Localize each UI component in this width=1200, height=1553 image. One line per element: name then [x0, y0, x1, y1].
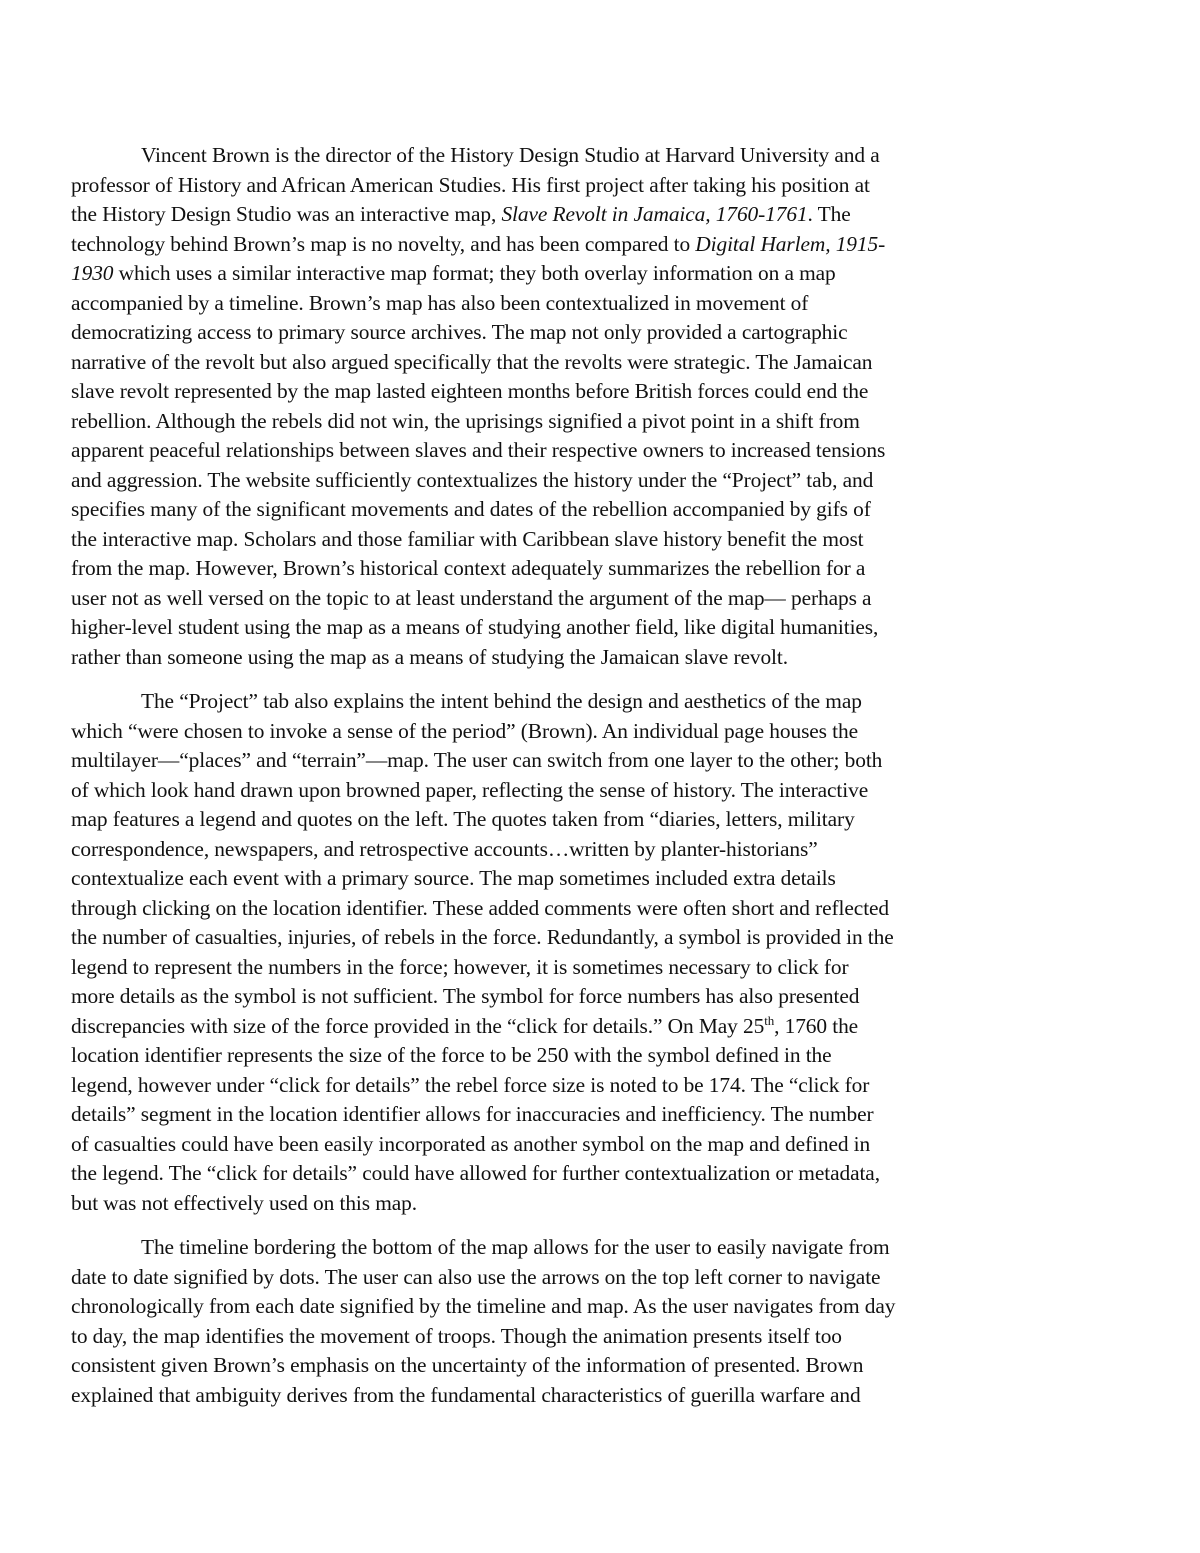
text-line: [71, 1381, 1065, 1411]
text-line: [71, 377, 1065, 407]
text-run: of casualties could have been easily incorporated as another symbol on the map and defined in: [71, 1131, 871, 1156]
text-line: [71, 318, 1065, 348]
italic-title: Digital Harlem, 1915-: [695, 231, 886, 256]
paragraph: [71, 141, 1065, 672]
text-line: [71, 717, 1065, 747]
text-run: The timeline bordering the bottom of the map allows for the user to easily navigate from: [141, 1235, 890, 1259]
text-line: [71, 289, 1065, 319]
text-line: [141, 687, 1065, 717]
text-run: . The: [807, 202, 851, 226]
text-line: [71, 1189, 1065, 1219]
text-line: [71, 613, 1065, 643]
text-line: [71, 1071, 1065, 1101]
text-run: details” segment in the location identifier allows for inaccuracies and inefficiency. The number: [71, 1102, 874, 1126]
text-line: [71, 953, 1065, 983]
text-run: Vincent Brown is the director of the History Design Studio at Harvard University and a: [141, 143, 880, 167]
text-line: [71, 554, 1065, 584]
text-line: [71, 1130, 1065, 1160]
text-run: which uses a similar interactive map format; they both overlay information on a map: [113, 261, 836, 285]
text-line: [71, 1322, 1065, 1352]
italic-title: 1930: [71, 261, 114, 285]
text-run: chronologically from each date signified by the timeline and map. As the user navigates from day: [71, 1294, 896, 1318]
text-line: [71, 776, 1065, 806]
text-run: but was not effectively used on this map.: [71, 1190, 418, 1215]
text-run: rebellion. Although the rebels did not win, the uprisings signified a pivot point in a shift from: [71, 408, 860, 433]
text-run: from the map. However, Brown’s historical context adequately summarizes the rebellion for a: [71, 556, 866, 580]
text-run: the interactive map. Scholars and those familiar with Caribbean slave history benefit the most: [71, 526, 864, 551]
text-run: democratizing access to primary source archives. The map not only provided a cartographic: [71, 320, 848, 344]
text-line: [141, 141, 1065, 171]
text-line: [71, 982, 1065, 1012]
text-line: [71, 894, 1065, 924]
text-run: the number of casualties, injuries, of rebels in the force. Redundantly, a symbol is provided in the: [71, 925, 894, 949]
text-line: [71, 1012, 1065, 1042]
text-run: of which look hand drawn upon browned paper, reflecting the sense of history. The interactive: [71, 777, 869, 802]
paragraph: [71, 687, 1065, 1218]
text-run: and aggression. The website sufficiently contextualizes the history under the “Project” tab, and: [71, 467, 874, 492]
text-run: correspondence, newspapers, and retrospective accounts…written by planter-historians”: [71, 836, 818, 861]
text-line: [71, 230, 1065, 260]
italic-title: Slave Revolt in Jamaica, 1760-1761: [501, 202, 808, 226]
text-line: [71, 407, 1065, 437]
text-run: to day, the map identifies the movement of troops. Though the animation presents itself too: [71, 1323, 842, 1348]
text-line: [71, 643, 1065, 673]
text-line: [71, 1041, 1065, 1071]
text-run: The “Project” tab also explains the intent behind the design and aesthetics of the map: [141, 689, 862, 713]
text-run: the legend. The “click for details” could have allowed for further contextualization or metadata,: [71, 1161, 880, 1185]
text-run: specifies many of the significant movements and dates of the rebellion accompanied by gifs of: [71, 497, 871, 521]
text-line: [141, 1233, 1065, 1263]
text-line: [71, 348, 1065, 378]
paragraph: [71, 1233, 1065, 1410]
text-run: higher-level student using the map as a means of studying another field, like digital humanities,: [71, 615, 879, 639]
text-run: the History Design Studio was an interactive map,: [71, 202, 502, 226]
text-line: [71, 1351, 1065, 1381]
text-run: accompanied by a timeline. Brown’s map has also been contextualized in movement of: [71, 290, 809, 315]
text-line: [71, 436, 1065, 466]
text-line: [71, 835, 1065, 865]
ordinal-superscript: th: [764, 1012, 775, 1028]
text-run: map features a legend and quotes on the left. The quotes taken from “diaries, letters, military: [71, 807, 855, 831]
text-run: date to date signified by dots. The user can also use the arrows on the top left corner to navigate: [71, 1264, 881, 1289]
text-line: [71, 923, 1065, 953]
text-run: , 1760 the: [774, 1013, 859, 1038]
text-line: [71, 864, 1065, 894]
text-line: [71, 1100, 1065, 1130]
text-line: [71, 805, 1065, 835]
text-run: explained that ambiguity derives from the fundamental characteristics of guerilla warfare and: [71, 1382, 861, 1407]
text-run: through clicking on the location identifier. These added comments were often short and reflected: [71, 895, 890, 920]
text-run: technology behind Brown’s map is no novelty, and has been compared to: [71, 231, 696, 256]
text-line: [71, 1292, 1065, 1322]
text-line: [71, 584, 1065, 614]
text-line: [71, 1159, 1065, 1189]
text-line: [71, 1263, 1065, 1293]
text-run: slave revolt represented by the map lasted eighteen months before British forces could end the: [71, 379, 869, 403]
text-run: legend to represent the numbers in the force; however, it is sometimes necessary to click for: [71, 954, 849, 979]
text-run: user not as well versed on the topic to at least understand the argument of the map— perhaps a: [71, 585, 872, 610]
text-line: [71, 495, 1065, 525]
text-line: [71, 466, 1065, 496]
text-line: [71, 171, 1065, 201]
text-run: narrative of the revolt but also argued specifically that the revolts were strategic. The Jamaican: [71, 349, 873, 374]
text-run: consistent given Brown’s emphasis on the uncertainty of the information of presented. Brown: [71, 1353, 864, 1377]
text-run: apparent peaceful relationships between slaves and their respective owners to increased tensions: [71, 438, 886, 462]
text-line: [71, 525, 1065, 555]
document-body: [71, 141, 1065, 1425]
text-run: professor of History and African American Studies. His first project after taking his position at: [71, 172, 870, 197]
text-line: [71, 200, 1065, 230]
text-run: multilayer—“places” and “terrain”—map. The user can switch from one layer to the other; both: [71, 748, 883, 772]
text-run: more details as the symbol is not sufficient. The symbol for force numbers has also presented: [71, 984, 860, 1008]
text-run: legend, however under “click for details” the rebel force size is noted to be 174. The “click for: [71, 1072, 870, 1097]
text-line: [71, 746, 1065, 776]
text-run: rather than someone using the map as a means of studying the Jamaican slave revolt.: [71, 644, 788, 669]
text-run: contextualize each event with a primary source. The map sometimes included extra details: [71, 866, 836, 890]
text-run: discrepancies with size of the force provided in the “click for details.” On May 25: [71, 1013, 765, 1038]
text-line: [71, 259, 1065, 289]
text-run: which “were chosen to invoke a sense of the period” (Brown). An individual page houses the: [71, 718, 858, 743]
text-run: location identifier represents the size of the force to be 250 with the symbol defined in the: [71, 1043, 832, 1067]
